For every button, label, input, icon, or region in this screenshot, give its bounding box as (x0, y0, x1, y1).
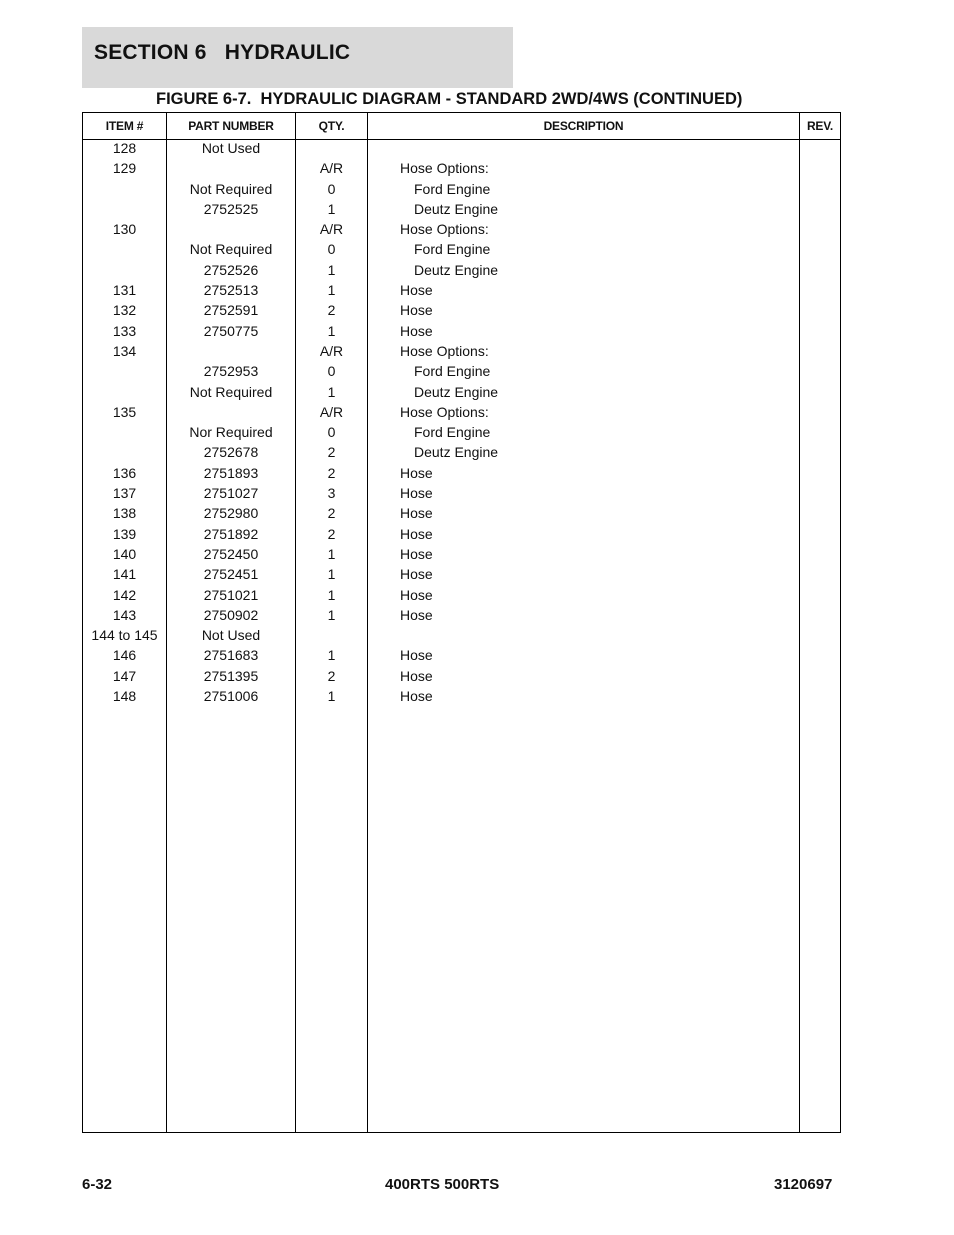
cell-description: Hose (400, 566, 433, 583)
table-row (83, 200, 840, 220)
cell-part-number: Not Required (189, 241, 273, 258)
cell-qty: 2 (327, 525, 336, 542)
cell-description: Deutz Engine (414, 261, 499, 278)
cell-description: Deutz Engine (414, 383, 499, 400)
table-row (83, 281, 840, 301)
cell-item: 141 (112, 566, 137, 583)
section-banner (82, 27, 513, 88)
cell-item: 138 (112, 505, 137, 522)
cell-description: Hose (400, 322, 433, 339)
cell-item: 133 (112, 322, 137, 339)
cell-description: Hose (400, 606, 433, 623)
cell-qty: 1 (327, 586, 336, 603)
cell-part-number: Nor Required (189, 424, 273, 441)
cell-description: Ford Engine (414, 424, 491, 441)
cell-description: Hose Options: (400, 221, 489, 238)
cell-part-number: 2752980 (203, 505, 259, 522)
cell-qty: 1 (327, 606, 336, 623)
table-row (83, 626, 840, 646)
cell-part-number: 2752591 (203, 302, 259, 319)
cell-description: Ford Engine (414, 363, 491, 380)
cell-qty: 1 (327, 383, 336, 400)
cell-item: 139 (112, 525, 137, 542)
cell-description: Ford Engine (414, 241, 491, 258)
cell-part-number: 2750902 (203, 606, 259, 623)
cell-qty: A/R (319, 403, 344, 420)
cell-qty: 1 (327, 200, 336, 217)
cell-description: Hose (400, 688, 433, 705)
cell-description: Deutz Engine (414, 200, 499, 217)
cell-item: 134 (112, 342, 137, 359)
cell-item: 136 (112, 464, 137, 481)
cell-description: Hose Options: (400, 403, 489, 420)
cell-part-number: 2751683 (203, 647, 259, 664)
table-row (83, 301, 840, 321)
page-number: 6-32 (82, 1176, 113, 1193)
table-row (83, 240, 840, 260)
cell-description: Hose (400, 282, 433, 299)
table-row (83, 484, 840, 504)
cell-item: 129 (112, 160, 137, 177)
cell-part-number: 2751006 (203, 688, 259, 705)
table-row (83, 180, 840, 200)
figure-title: FIGURE 6-7. HYDRAULIC DIAGRAM - STANDARD 2WD/4WS (CONTINUED) (156, 90, 743, 108)
table-row (83, 139, 840, 159)
cell-qty: 0 (327, 241, 336, 258)
header-qty: QTY. (318, 119, 345, 133)
table-row (83, 646, 840, 666)
cell-qty: 1 (327, 282, 336, 299)
cell-part-number: 2752513 (203, 282, 259, 299)
cell-part-number: 2751893 (203, 464, 259, 481)
cell-qty: 0 (327, 363, 336, 380)
cell-description: Hose (400, 586, 433, 603)
table-row (83, 443, 840, 463)
cell-qty: A/R (319, 342, 344, 359)
cell-qty: 0 (327, 180, 336, 197)
table-row (83, 525, 840, 545)
header-part-number: PART NUMBER (188, 119, 274, 133)
cell-part-number: 2752450 (203, 545, 259, 562)
header-item: ITEM # (105, 119, 144, 133)
cell-item: 137 (112, 485, 137, 502)
table-body (83, 139, 840, 707)
cell-qty: 2 (327, 667, 336, 684)
cell-qty: 2 (327, 505, 336, 522)
cell-qty: 1 (327, 566, 336, 583)
cell-part-number: Not Required (189, 383, 273, 400)
parts-table (82, 112, 841, 1133)
cell-qty: 0 (327, 424, 336, 441)
cell-part-number: Not Used (201, 627, 261, 644)
cell-item: 148 (112, 688, 137, 705)
table-row (83, 383, 840, 403)
cell-part-number: Not Required (189, 180, 273, 197)
cell-item: 140 (112, 545, 137, 562)
table-row (83, 504, 840, 524)
cell-item: 146 (112, 647, 137, 664)
section-title: SECTION 6 HYDRAULIC (94, 41, 351, 64)
cell-part-number: 2750775 (203, 322, 259, 339)
table-row (83, 606, 840, 626)
cell-item: 144 to 145 (91, 627, 158, 644)
cell-qty: 2 (327, 464, 336, 481)
table-row (83, 565, 840, 585)
table-row (83, 342, 840, 362)
cell-part-number: 2752525 (203, 200, 259, 217)
table-row (83, 159, 840, 179)
cell-item: 128 (112, 140, 137, 156)
model-name: 400RTS 500RTS (385, 1176, 500, 1193)
cell-part-number: 2752526 (203, 261, 259, 278)
cell-description: Hose Options: (400, 342, 489, 359)
cell-qty: 2 (327, 444, 336, 461)
header-description: DESCRIPTION (543, 119, 624, 133)
cell-description: Deutz Engine (414, 444, 499, 461)
cell-part-number: 2752451 (203, 566, 259, 583)
table-row (83, 464, 840, 484)
cell-qty: 1 (327, 688, 336, 705)
cell-qty: A/R (319, 160, 344, 177)
table-row (83, 362, 840, 382)
cell-item: 135 (112, 403, 137, 420)
document-number: 3120697 (774, 1176, 833, 1193)
table-row (83, 423, 840, 443)
cell-description: Hose (400, 485, 433, 502)
cell-qty: 2 (327, 302, 336, 319)
table-row (83, 220, 840, 240)
cell-qty: A/R (319, 221, 344, 238)
cell-part-number: 2751892 (203, 525, 259, 542)
cell-item: 147 (112, 667, 137, 684)
cell-description: Hose (400, 464, 433, 481)
cell-qty: 1 (327, 647, 336, 664)
table-row (83, 586, 840, 606)
cell-item: 132 (112, 302, 137, 319)
cell-part-number: 2751027 (203, 485, 259, 502)
cell-part-number: 2751395 (203, 667, 259, 684)
cell-part-number: Not Used (201, 140, 261, 156)
table-row (83, 667, 840, 687)
cell-description: Hose Options: (400, 160, 489, 177)
cell-qty: 3 (327, 485, 336, 502)
cell-description: Hose (400, 667, 433, 684)
cell-description: Hose (400, 647, 433, 664)
cell-part-number: 2751021 (203, 586, 259, 603)
cell-part-number: 2752678 (203, 444, 259, 461)
cell-part-number: 2752953 (203, 363, 259, 380)
table-row (83, 322, 840, 342)
table-row (83, 545, 840, 565)
cell-description: Hose (400, 545, 433, 562)
cell-qty: 1 (327, 545, 336, 562)
table-row (83, 687, 840, 707)
cell-qty: 1 (327, 261, 336, 278)
cell-description: Hose (400, 302, 433, 319)
table-row (83, 261, 840, 281)
cell-item: 142 (112, 586, 137, 603)
cell-description: Hose (400, 525, 433, 542)
header-rev: REV. (806, 119, 834, 133)
cell-item: 130 (112, 221, 137, 238)
cell-description: Ford Engine (414, 180, 491, 197)
cell-description: Hose (400, 505, 433, 522)
cell-qty: 1 (327, 322, 336, 339)
cell-item: 143 (112, 606, 137, 623)
table-row (83, 403, 840, 423)
cell-item: 131 (112, 282, 137, 299)
